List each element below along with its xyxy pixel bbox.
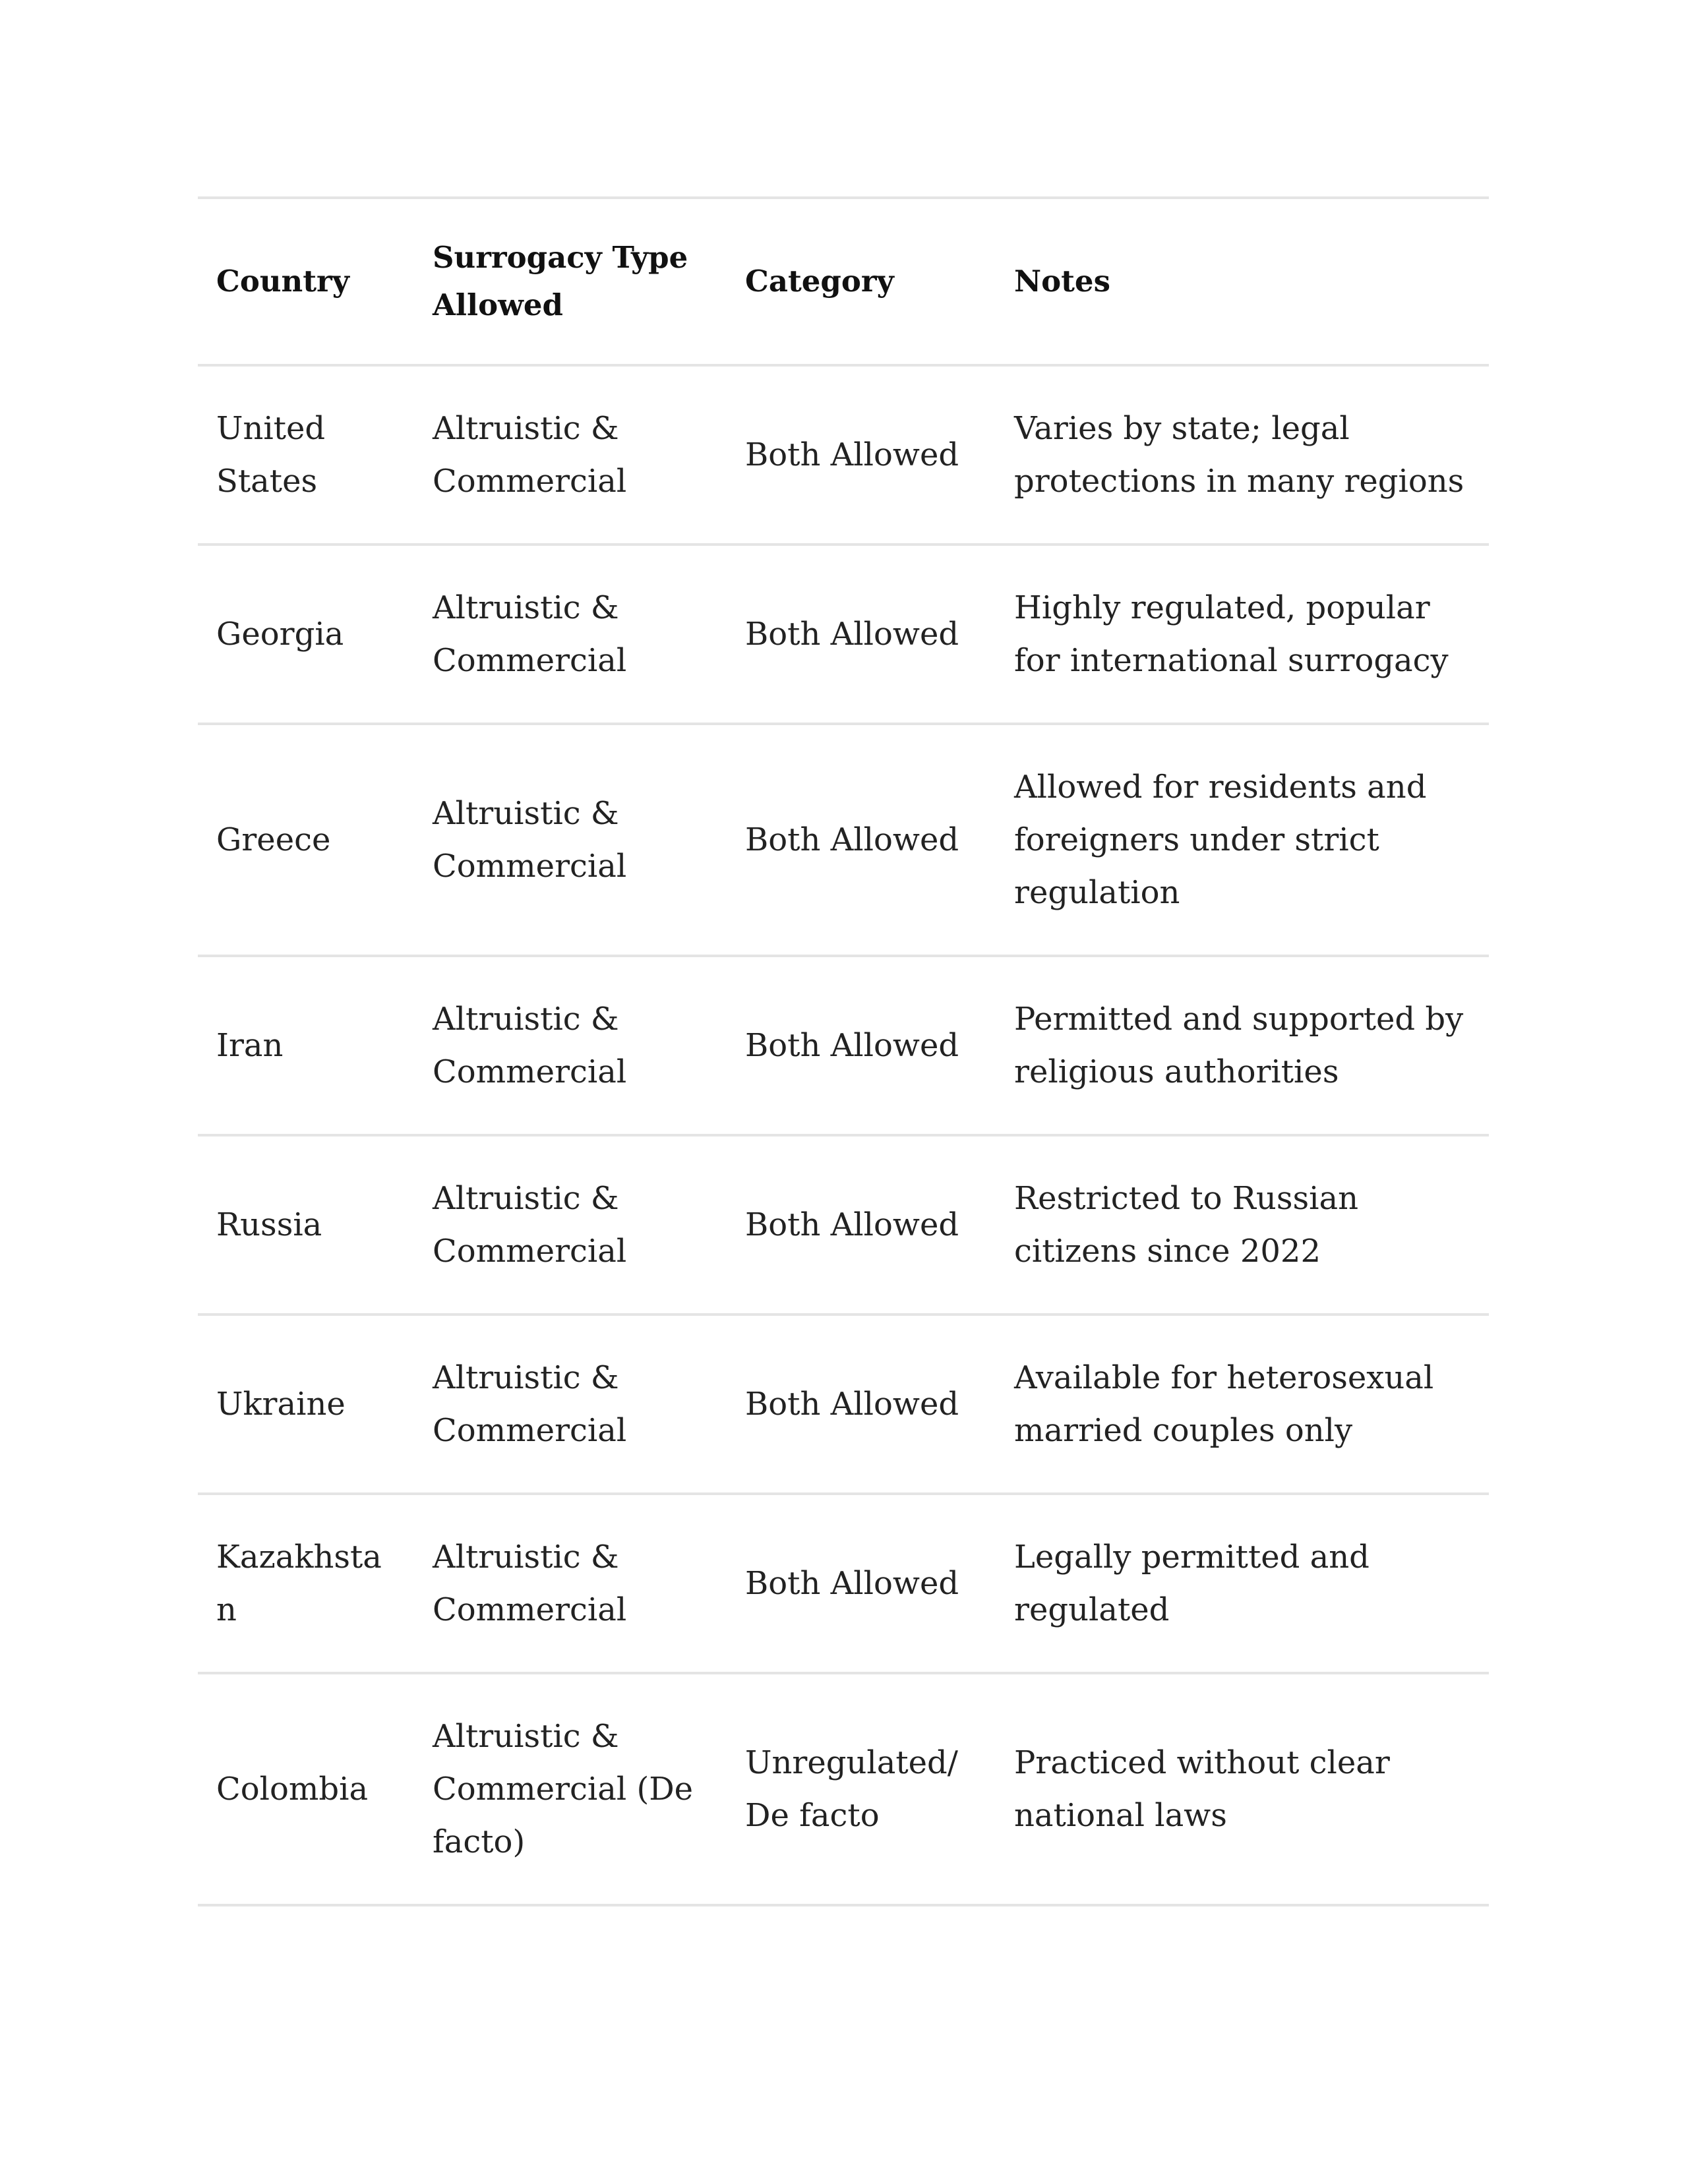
cell-type: Altruistic & Commercial xyxy=(414,365,727,545)
table-row xyxy=(198,1494,1489,1673)
cell-notes: Practiced without clear national laws xyxy=(996,1673,1489,1905)
cell-country: Georgia xyxy=(198,545,414,724)
cell-notes: Allowed for residents and foreigners under strict regulation xyxy=(996,724,1489,956)
cell-country: Kazakhstan xyxy=(198,1494,414,1673)
cell-category: Both Allowed xyxy=(727,724,996,956)
header-category: Category xyxy=(727,198,996,365)
cell-type: Altruistic & Commercial xyxy=(414,1135,727,1314)
cell-country: Colombia xyxy=(198,1673,414,1905)
table-row xyxy=(198,365,1489,545)
cell-category: Both Allowed xyxy=(727,1314,996,1494)
cell-type: Altruistic & Commercial (De facto) xyxy=(414,1673,727,1905)
table-row xyxy=(198,724,1489,956)
header-country: Country xyxy=(198,198,414,365)
cell-notes: Highly regulated, popular for international surrogacy xyxy=(996,545,1489,724)
cell-notes: Permitted and supported by religious authorities xyxy=(996,956,1489,1135)
cell-category: Unregulated/De facto xyxy=(727,1673,996,1905)
cell-category: Both Allowed xyxy=(727,956,996,1135)
cell-category: Both Allowed xyxy=(727,1135,996,1314)
table-row xyxy=(198,545,1489,724)
cell-category: Both Allowed xyxy=(727,1494,996,1673)
cell-notes: Available for heterosexual married couples only xyxy=(996,1314,1489,1494)
table-row xyxy=(198,956,1489,1135)
cell-type: Altruistic & Commercial xyxy=(414,545,727,724)
cell-type: Altruistic & Commercial xyxy=(414,1314,727,1494)
cell-type: Altruistic & Commercial xyxy=(414,1494,727,1673)
table-row xyxy=(198,1135,1489,1314)
surrogacy-table-container xyxy=(198,196,1489,1906)
cell-country: Greece xyxy=(198,724,414,956)
header-notes: Notes xyxy=(996,198,1489,365)
cell-country: Ukraine xyxy=(198,1314,414,1494)
cell-type: Altruistic & Commercial xyxy=(414,724,727,956)
cell-country: Russia xyxy=(198,1135,414,1314)
cell-notes: Varies by state; legal protections in many regions xyxy=(996,365,1489,545)
cell-country: Iran xyxy=(198,956,414,1135)
cell-category: Both Allowed xyxy=(727,365,996,545)
table-row xyxy=(198,1314,1489,1494)
table-header-row xyxy=(198,198,1489,365)
cell-country: United States xyxy=(198,365,414,545)
cell-notes: Legally permitted and regulated xyxy=(996,1494,1489,1673)
surrogacy-table xyxy=(198,196,1489,1906)
header-surrogacy-type: Surrogacy Type Allowed xyxy=(414,198,727,365)
cell-category: Both Allowed xyxy=(727,545,996,724)
table-row xyxy=(198,1673,1489,1905)
cell-notes: Restricted to Russian citizens since 2022 xyxy=(996,1135,1489,1314)
cell-type: Altruistic & Commercial xyxy=(414,956,727,1135)
